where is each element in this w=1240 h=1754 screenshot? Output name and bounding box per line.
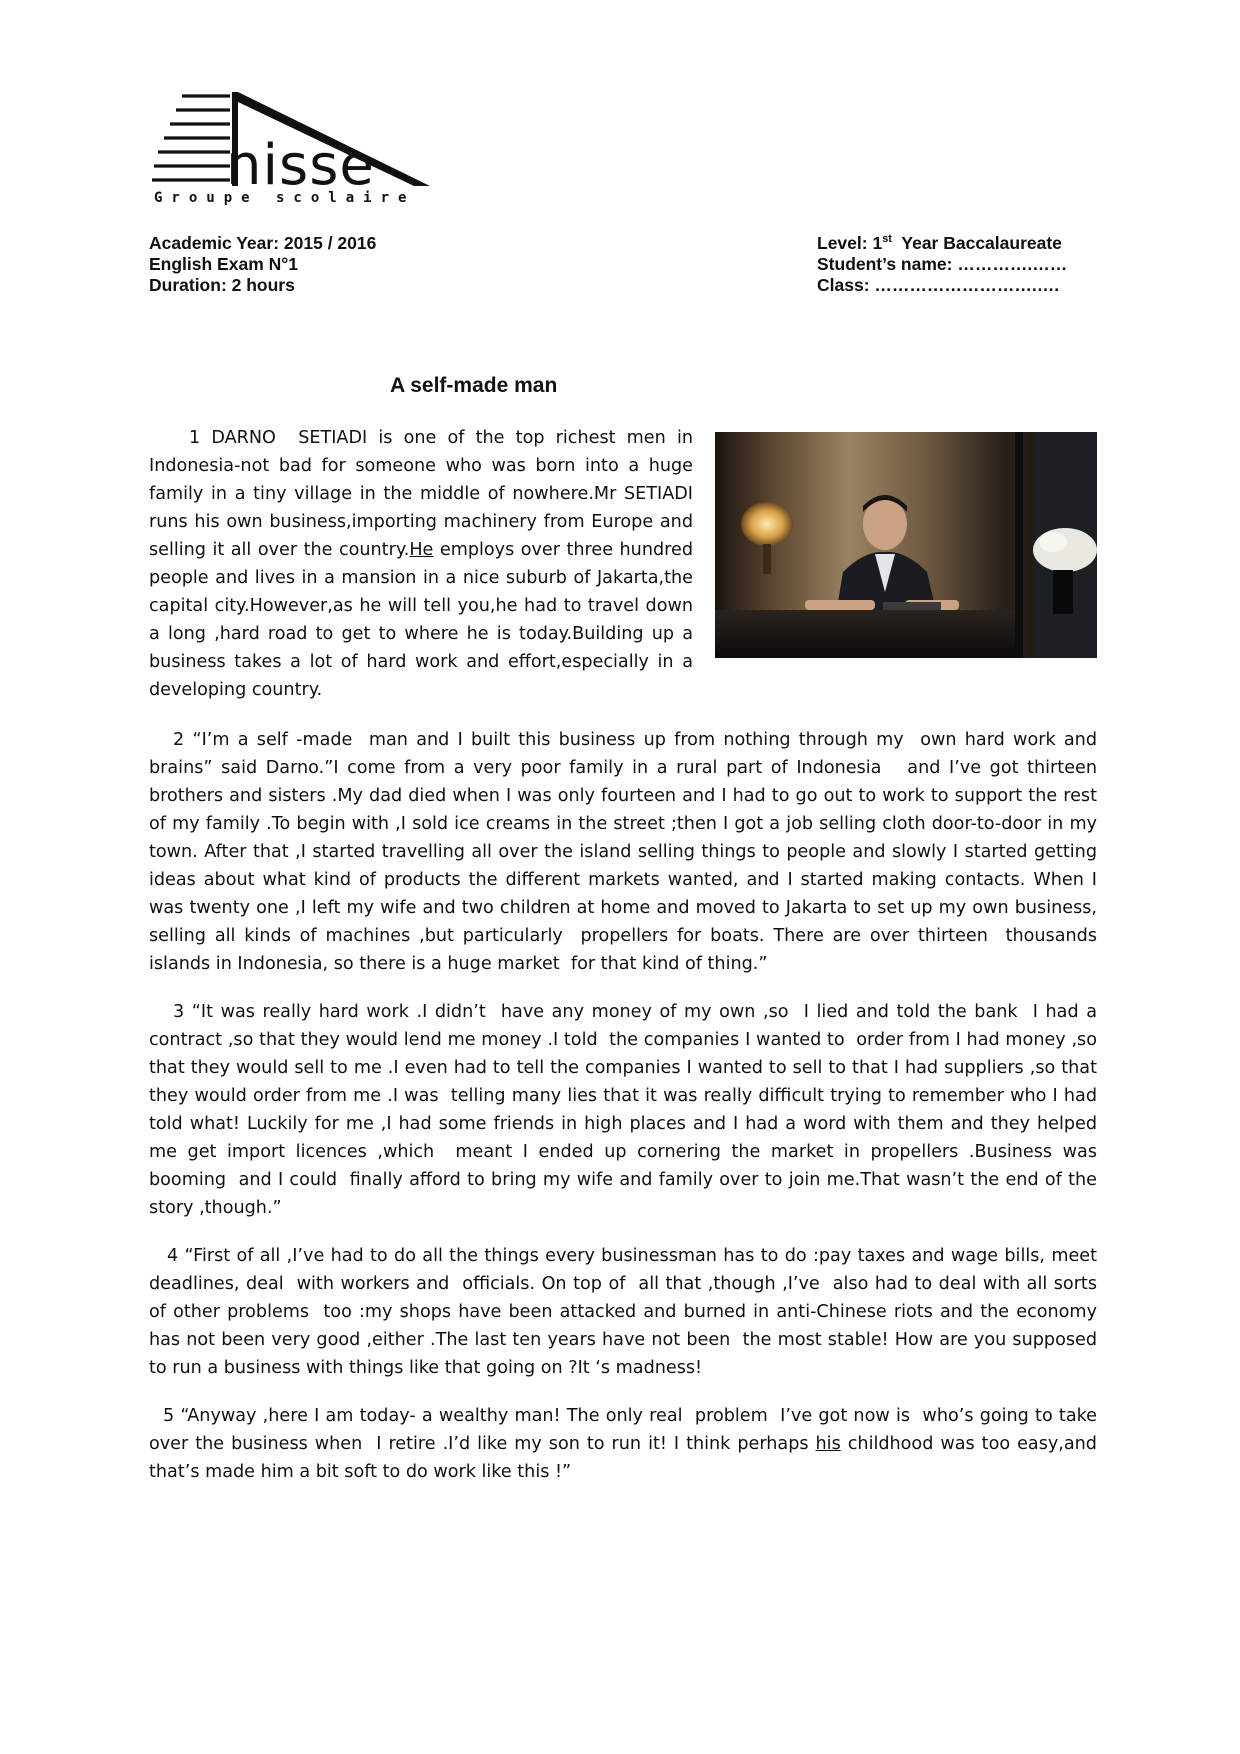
paragraph-3-text: “It was really hard work .I didn’t have any money of my own ,so I lied and told the bank I had a contract ,so that they would lend me money .I told the companies I wanted to order from I had money ,so that they would sell to me .I even had to tell the companies I wanted to sell to that I had suppliers ,so that they would order from me .I was telling many lies that it was really difficult trying to remember who I had told what! Luckily for me ,I had some friends in high places and I had a word with them and they helped me get import licences ,which meant I ended up cornering the market in propellers .Business was booming and I could finally afford to bring my wife and family over to join me.That wasn’t the end of the story ,though.”: [149, 1002, 1109, 1218]
page-title: A self-made man: [390, 374, 558, 397]
paragraph-5-text-a: “Anyway ,here I am today- a wealthy man! The only real problem I’ve got now is who’s going to take over the business when I retire .I’d like my son to run it! I think perhaps: [149, 1406, 1103, 1454]
school-logo: [152, 90, 432, 210]
photo-image: [715, 432, 1097, 658]
class-field: Class: ……………………….….: [817, 275, 1060, 295]
paragraph-4-text: “First of all ,I’ve had to do all the things every businessman has to do :pay taxes and wage bills, meet deadlines, deal with workers and officials. On top of all that ,though ,I’ve also had to deal with all sorts of other problems too :my shops have been attacked and burned in anti-Chinese riots and the economy has not been very good ,either .The last ten years have not been the most stable! How are you supposed to run a business with things like that going on ?It ‘s madness!: [149, 1246, 1109, 1378]
level: [817, 233, 1067, 254]
exam-name: English Exam N°1: [149, 254, 298, 274]
academic-year: Academic Year: 2015 / 2016: [149, 233, 377, 253]
level-prefix: Level: 1: [817, 233, 883, 253]
exam-info-right: [817, 233, 1067, 296]
paragraph-1: [149, 424, 1097, 704]
paragraph-2-text: “I’m a self -made man and I built this business up from nothing through my own hard work and brains” said Darno.”I come from a very poor family in a rural part of Indonesia and I’ve got thirteen brothers and sisters .My dad died when I was only fourteen and I had to go out to work to support the rest of my family .To begin with ,I sold ice creams in the street ;then I got a job selling cloth door-to-door in my town. After that ,I started travelling all over the island selling things to people and slowly I started getting ideas about what kind of products the different markets wanted, and I started making contacts. When I was twenty one ,I left my wife and two children at home and moved to Jakarta to set up my own business, selling all kinds of machines ,but particularly propellers for boats. There are over thirteen thousands islands in Indonesia, so there is a huge market for that kind of thing.”: [149, 730, 1109, 974]
article-body: [149, 424, 1109, 1506]
paragraph-number: 1: [189, 428, 201, 448]
paragraph-2: [149, 726, 1109, 978]
paragraph-number: 5: [163, 1406, 175, 1426]
paragraph-5-text-b: childhood was too easy,and that’s made him a bit soft to do work like this !”: [149, 1434, 1097, 1482]
logo-word: nisse: [226, 133, 375, 198]
businessman-photo: [715, 432, 1097, 658]
paragraph-4: [149, 1242, 1109, 1382]
underlined-word-he: He: [409, 540, 434, 560]
level-suffix: Year Baccalaureate: [891, 233, 1062, 253]
paragraph-1-text-b: employs over three hundred people and lives in a mansion in a nice suburb of Jakarta,the capital city.However,as he will tell you,he had to travel down a long ,hard road to get to where he is today.Building up a business takes a lot of hard work and effort,especially in a developing country.: [149, 540, 693, 700]
exam-duration: Duration: 2 hours: [149, 275, 295, 295]
paragraph-number: 4: [167, 1246, 179, 1266]
paragraph-1-text-a: DARNO SETIADI is one of the top richest men in Indonesia-not bad for someone who was born into a huge family in a tiny village in the middle of nowhere.Mr SETIADI runs his own business,importing machinery from Europe and selling it all over the country.: [149, 428, 699, 560]
level-superscript: st: [882, 233, 892, 246]
paragraph-5: [149, 1402, 1103, 1486]
logo-subtitle: Groupe scolaire: [154, 190, 416, 206]
student-name-field: Student’s name: ………….……: [817, 254, 1068, 274]
exam-info-left: [149, 233, 376, 296]
paragraph-number: 2: [173, 730, 185, 750]
underlined-word-his: his: [815, 1434, 841, 1454]
paragraph-3: [149, 998, 1109, 1222]
paragraph-number: 3: [173, 1002, 185, 1022]
